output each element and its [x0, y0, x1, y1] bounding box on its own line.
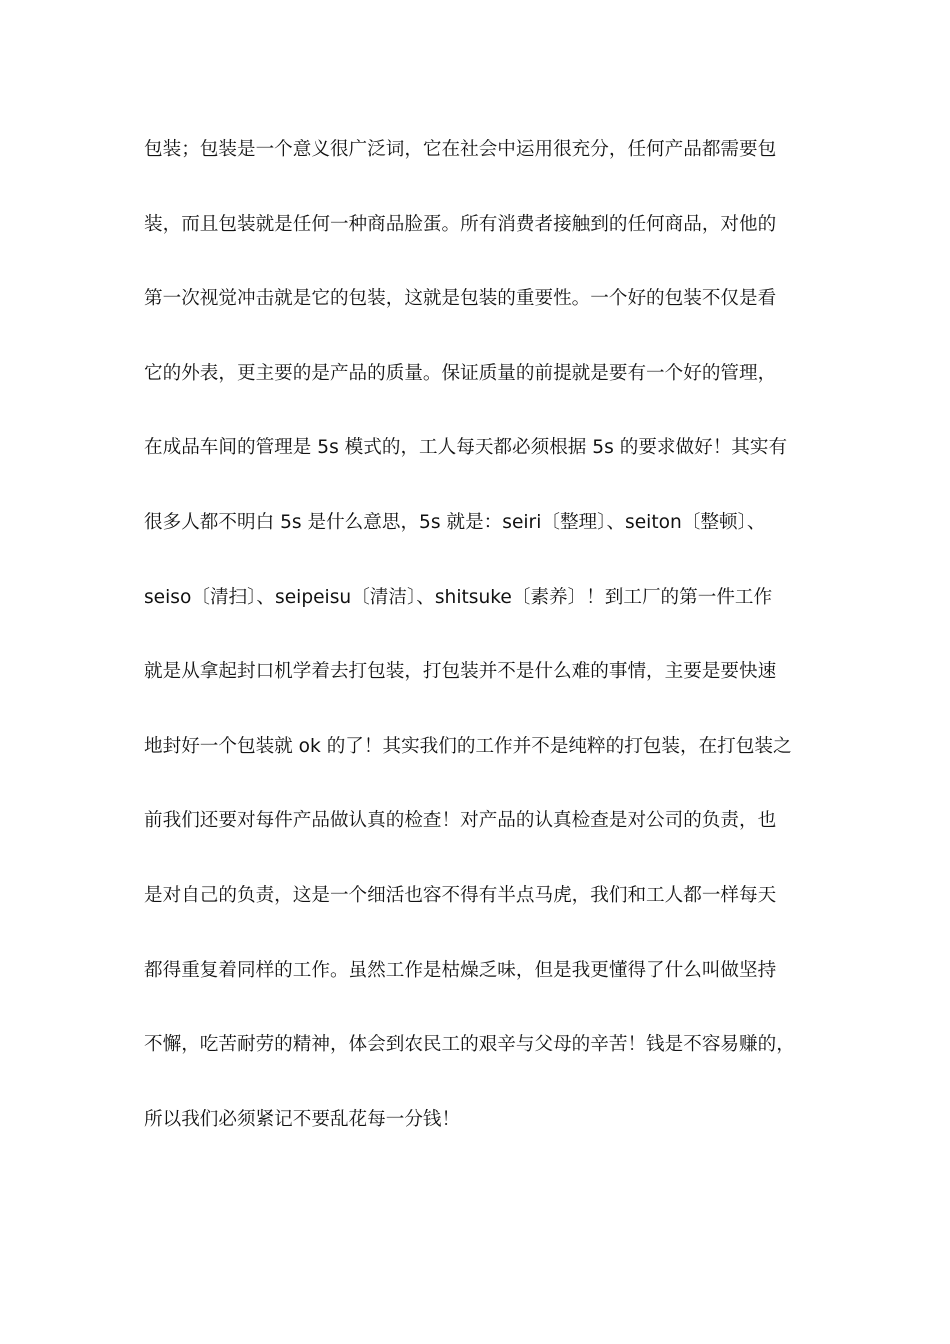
text-line-9: 地封好一个包装就 ok 的了！其实我们的工作并不是纯粹的打包装，在打包装之 [144, 735, 792, 757]
document-body [144, 130, 824, 1174]
text-line-1: 包装；包装是一个意义很广泛词，它在社会中运用很充分，任何产品都需要包 [144, 139, 777, 160]
text-line-5: 在成品车间的管理是 5s 模式的，工人每天都必须根据 5s 的要求做好！其实有 [144, 437, 788, 459]
text-line-2: 装，而且包装就是任何一种商品脸蛋。所有消费者接触到的任何商品，对他的 [144, 213, 777, 235]
text-line-11: 是对自己的负责，这是一个细活也容不得有半点马虎，我们和工人都一样每天 [144, 884, 777, 906]
text-line-3: 第一次视觉冲击就是它的包装，这就是包装的重要性。一个好的包装不仅是看 [144, 288, 777, 310]
text-line-6: 很多人都不明白 5s 是什么意思，5s 就是：seiri〔整理〕、seiton〔整顿〕、 [144, 511, 766, 533]
text-line-8: 就是从拿起封口机学着去打包装，打包装并不是什么难的事情，主要是要快速 [144, 661, 777, 683]
text-line-13: 不懈，吃苦耐劳的精神，体会到农民工的艰辛与父母的辛苦！钱是不容易赚的， [144, 1034, 795, 1056]
text-line-14: 所以我们必须紧记不要乱花每一分钱！ [144, 1108, 461, 1130]
text-line-10: 前我们还要对每件产品做认真的检查！对产品的认真检查是对公司的负责，也 [144, 810, 777, 832]
text-line-7: seiso〔清扫〕、seipeisu〔清洁〕、shitsuke〔素养〕！到工厂的第一件工作 [144, 586, 773, 608]
text-line-12: 都得重复着同样的工作。虽然工作是枯燥乏味，但是我更懂得了什么叫做坚持 [144, 959, 777, 981]
text-line-4: 它的外表，更主要的是产品的质量。保证质量的前提就是要有一个好的管理， [144, 362, 777, 384]
